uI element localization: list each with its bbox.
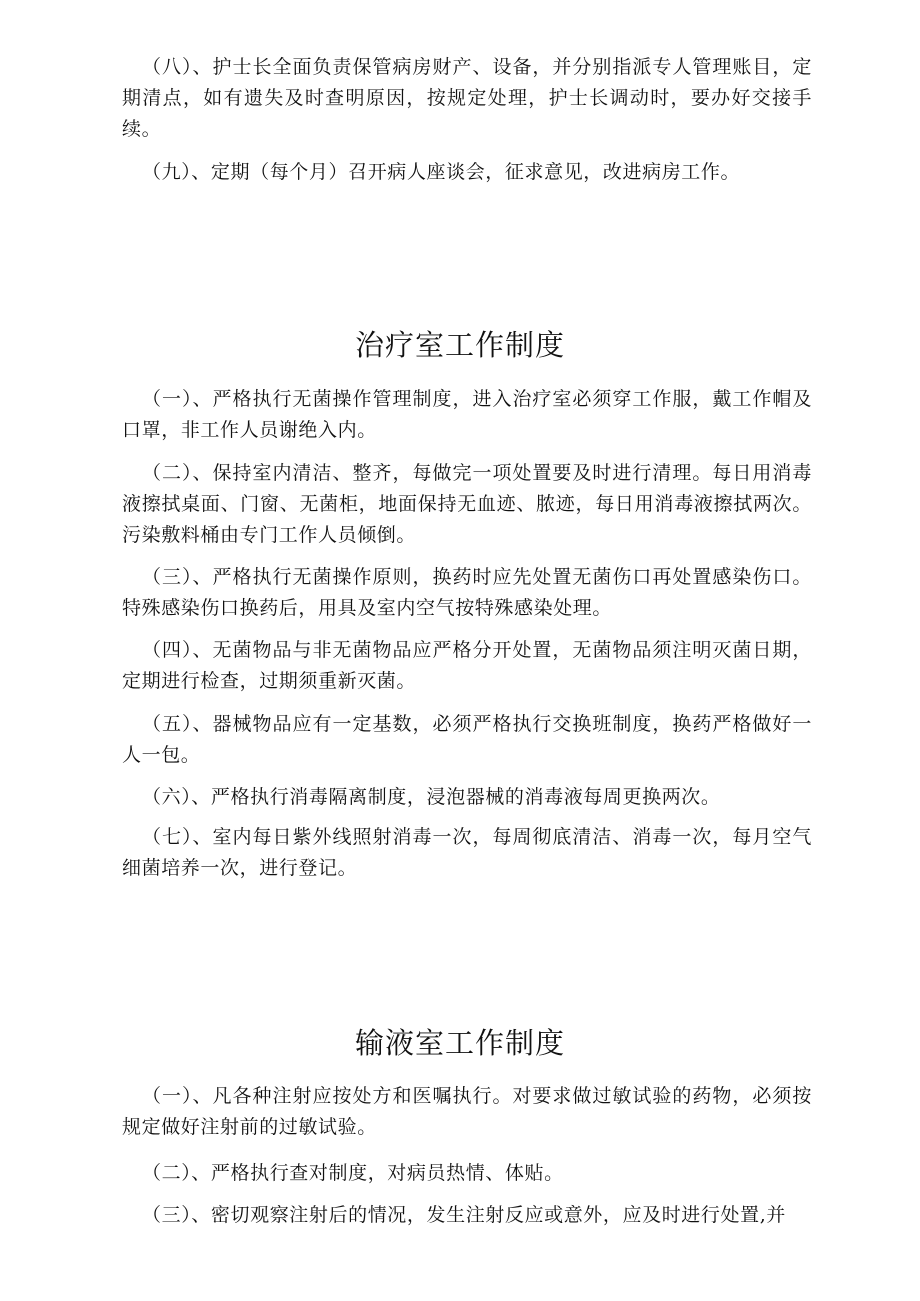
infusion-rule-2: （二）、严格执行查对制度，对病员热情、体贴。	[142, 1162, 564, 1184]
rule-item-9: （九）、定期（每个月）召开病人座谈会，征求意见，改进病房工作。	[142, 161, 741, 183]
treatment-rule-1: （一）、严格执行无菌操作管理制度，进入治疗室必须穿工作服，戴工作帽及口罩，非工作人员谢绝入内。	[122, 388, 812, 441]
infusion-rule-1: （一）、凡各种注射应按处方和医嘱执行。对要求做过敏试验的药物，必须按规定做好注射前的过敏试验。	[122, 1085, 812, 1138]
infusion-room-title: 输液室工作制度	[354, 1026, 565, 1060]
treatment-room-title: 治疗室工作制度	[354, 328, 565, 362]
infusion-rule-3: （三）、密切观察注射后的情况，发生注射反应或意外，应及时进行处置,并	[142, 1204, 786, 1226]
treatment-rule-7: （七）、室内每日紫外线照射消毒一次，每周彻底清洁、消毒一次，每月空气细菌培养一次，进行登记。	[122, 826, 812, 879]
treatment-rule-3: （三）、严格执行无菌操作原则，换药时应先处置无菌伤口再处置感染伤口。特殊感染伤口换药后，用具及室内空气按特殊感染处理。	[122, 566, 812, 619]
treatment-rule-4: （四）、无菌物品与非无菌物品应严格分开处置，无菌物品须注明灭菌日期，定期进行检查，过期须重新灭菌。	[122, 639, 812, 692]
treatment-rule-6: （六）、严格执行消毒隔离制度，浸泡器械的消毒液每周更换两次。	[142, 786, 721, 808]
rule-item-8: （八）、护士长全面负责保管病房财产、设备，并分别指派专人管理账目，定期清点，如有遗失及时查明原因，按规定处理，护士长调动时，要办好交接手续。	[122, 56, 812, 140]
treatment-rule-2: （二）、保持室内清洁、整齐，每做完一项处置要及时进行清理。每日用消毒液擦拭桌面、门窗、无菌柜，地面保持无血迹、脓迹，每日用消毒液擦拭两次。污染敷料桶由专门工作人员倾倒。	[122, 462, 812, 546]
treatment-rule-5: （五）、器械物品应有一定基数，必须严格执行交换班制度，换药严格做好一人一包。	[122, 713, 812, 766]
